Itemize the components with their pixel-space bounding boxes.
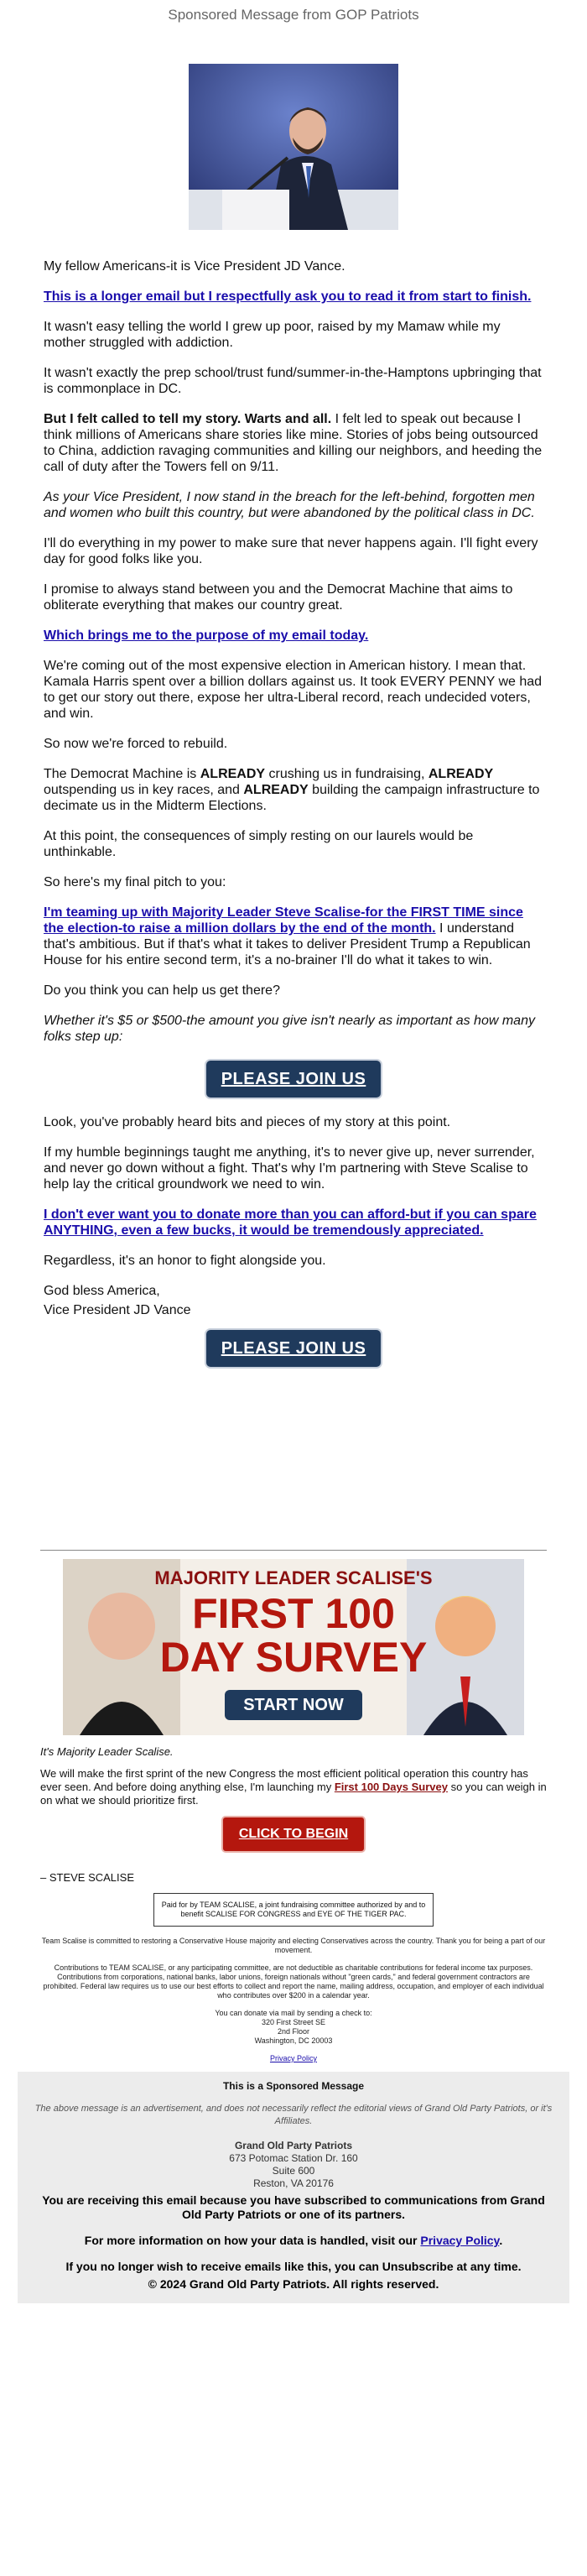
paragraph: It wasn't exactly the prep school/trust fund/summer-in-the-Hamptons upbringing that is commonplace in DC. [44, 366, 542, 396]
paragraph: If my humble beginnings taught me anything, it's to never give up, never surrender, and never go down without a fight. That's why I'm partnering with Steve Scalise to help lay the critical groundwork we need to win. [44, 1145, 535, 1192]
signoff: God bless America, [44, 1284, 160, 1298]
paragraph: Regardless, it's an honor to fight alongside you. [44, 1254, 326, 1268]
text: The Democrat Machine is [44, 767, 200, 781]
footer-heading: This is a Sponsored Message [222, 2080, 365, 2092]
footer-address-3: Reston, VA 20176 [253, 2177, 334, 2189]
start-now-button[interactable]: START NOW [225, 1690, 362, 1720]
paid-for-disclaimer: Paid for by TEAM SCALISE, a joint fundraising committee authorized by and to benefit SCALISE FOR CONGRESS and EYE OF THE TIGER PAC. [153, 1893, 434, 1927]
paragraph [44, 766, 543, 814]
donate-link[interactable]: I don't ever want you to donate more than you can afford-but if you can spare ANYTHING, even a few bucks, it would be tremendously appreciated. [44, 1207, 537, 1238]
check-text: You can donate via mail by sending a check to: [215, 2009, 372, 2017]
survey-line1: MAJORITY LEADER SCALISE'S [154, 1567, 433, 1588]
please-join-us-button[interactable]: PLEASE JOIN US [205, 1059, 382, 1099]
read-to-finish-link[interactable]: This is a longer email but I respectfully ask you to read it from start to finish. [44, 289, 532, 304]
please-join-us-button-2[interactable]: PLEASE JOIN US [205, 1328, 382, 1369]
paragraph: So now we're forced to rebuild. [44, 737, 228, 751]
signature: Vice President JD Vance [44, 1303, 191, 1317]
text: so you can weigh in on what we should prioritize first. [40, 1781, 547, 1807]
mail-address-3: Washington, DC 20003 [254, 2036, 333, 2045]
mail-address-1: 320 First Street SE [261, 2018, 326, 2026]
bold-lead: But I felt called to tell my story. Warts and all. [44, 412, 332, 426]
legal-fine-print [40, 1937, 547, 2063]
paragraph: It wasn't easy telling the world I grew up poor, raised by my Mamaw while my mother struggled with addiction. [44, 320, 501, 350]
italic-text: Whether it's $5 or $500-the amount you give isn't nearly as important as how many folks step up: [44, 1014, 535, 1044]
paragraph: Look, you've probably heard bits and pieces of my story at this point. [44, 1115, 451, 1129]
paragraph: I'll do everything in my power to make sure that never happens again. I'll fight every day for good folks like you. [44, 536, 538, 566]
footer-more-info [34, 2234, 553, 2248]
sponsored-banner: Sponsored Message from GOP Patriots [168, 7, 419, 23]
footer-disclaimer: The above message is an advertisement, and does not necessarily reflect the editorial views of Grand Old Party Patriots, or it's Affiliates. [34, 2104, 553, 2126]
bold-text: ALREADY [243, 783, 309, 797]
scalise-body [40, 1767, 547, 1807]
italic-paragraph [44, 489, 543, 521]
text: We will make the first sprint of the new Congress the most efficient political operation this country has ever seen. And before doing anything else, I'm launching my [40, 1767, 528, 1793]
survey-line3: DAY SURVEY [159, 1634, 428, 1681]
paragraph [44, 411, 543, 475]
mail-address-2: 2nd Floor [277, 2027, 310, 2036]
footer-unsubscribe: If you no longer wish to receive emails like this, you can Unsubscribe at any time. [65, 2260, 522, 2273]
paragraph [44, 905, 543, 968]
section-divider [40, 1550, 547, 1551]
purpose-link[interactable]: Which brings me to the purpose of my email today. [44, 628, 369, 643]
hero-photo [189, 64, 398, 230]
teaming-up-link[interactable]: I'm teaming up with Majority Leader Steve Scalise-for the FIRST TIME since the election-to raise a million dollars by the end of the month. [44, 905, 523, 936]
scalise-section [40, 1745, 547, 1885]
letter-body [44, 258, 543, 1369]
italic-paragraph [44, 1013, 543, 1045]
footer-privacy-link[interactable]: Privacy Policy [420, 2234, 500, 2247]
survey-line2: FIRST 100 [192, 1590, 395, 1637]
scalise-signature: – STEVE SCALISE [40, 1871, 134, 1884]
footer [18, 2072, 569, 2303]
privacy-policy-link[interactable]: Privacy Policy [269, 2054, 317, 2062]
footer-receiving: You are receiving this email because you have subscribed to communications from Grand Old Party Patriots or one of its partners. [42, 2193, 545, 2221]
text: outspending us in key races, and [44, 783, 244, 797]
scalise-intro: It's Majority Leader Scalise. [40, 1745, 174, 1758]
paragraph: We're coming out of the most expensive election in American history. I mean that. Kamala Harris spent over a billion dollars against us. It took EVERY PENNY we had to get our story out there, expose her ultra-Liberal record, reach undecided voters, and win. [44, 659, 543, 721]
text: building the campaign infrastructure to decimate us in the Midterm Elections. [44, 783, 540, 813]
paragraph: At this point, the consequences of simply resting on our laurels would be unthinkable. [44, 829, 474, 859]
bold-text: ALREADY [200, 767, 266, 781]
survey-banner[interactable] [63, 1559, 524, 1735]
committed-text: Team Scalise is committed to restoring a Conservative House majority and electing Conservatives across the country. Thank you for being a part of our movement. [41, 1937, 546, 1954]
paragraph-text: I understand that's ambitious. But if that's what it takes to deliver President Trump a Republican House for his entire second term, it's a no-brainer I'll do what it takes to win. [44, 921, 531, 967]
text: For more information on how your data is handled, visit our [84, 2234, 421, 2247]
footer-address-2: Suite 600 [272, 2165, 315, 2177]
click-to-begin-button[interactable]: CLICK TO BEGIN [221, 1816, 366, 1853]
contributions-text: Contributions to TEAM SCALISE, or any participating committee, are not deductible as charitable contributions for federal income tax purposes. Contributions from corporations, national banks, labor unions, foreign nationals without "green cards," and federal government contractors are prohibited. Federal law requires us to use our best efforts to collect and report the name, mailing address, occupation, and employer of each individual who contributes over $200 in a calendar year. [43, 1963, 544, 2000]
paragraph: So here's my final pitch to you: [44, 875, 226, 889]
greeting: My fellow Americans-it is Vice President JD Vance. [44, 259, 345, 274]
text: . [499, 2234, 503, 2247]
footer-copyright: © 2024 Grand Old Party Patriots. All rights reserved. [148, 2277, 439, 2291]
footer-address-1: 673 Potomac Station Dr. 160 [229, 2152, 358, 2164]
paragraph-text: I felt led to speak out because I think millions of Americans share stories like mine. Stories of jobs being outsourced to China, addiction ravaging communities and killing our neighbors, and heeding the call of duty after the Towers fell on 9/11. [44, 412, 543, 474]
first-100-days-survey-link[interactable]: First 100 Days Survey [334, 1781, 448, 1793]
paragraph: Do you think you can help us get there? [44, 983, 280, 998]
text: crushing us in fundraising, [265, 767, 429, 781]
footer-org: Grand Old Party Patriots [234, 2140, 353, 2151]
italic-text: As your Vice President, I now stand in the breach for the left-behind, forgotten men and women who built this country, but were abandoned by the political class in DC. [44, 490, 535, 520]
bold-text: ALREADY [428, 767, 494, 781]
paragraph: I promise to always stand between you and the Democrat Machine that aims to obliterate everything that makes our country great. [44, 582, 513, 613]
